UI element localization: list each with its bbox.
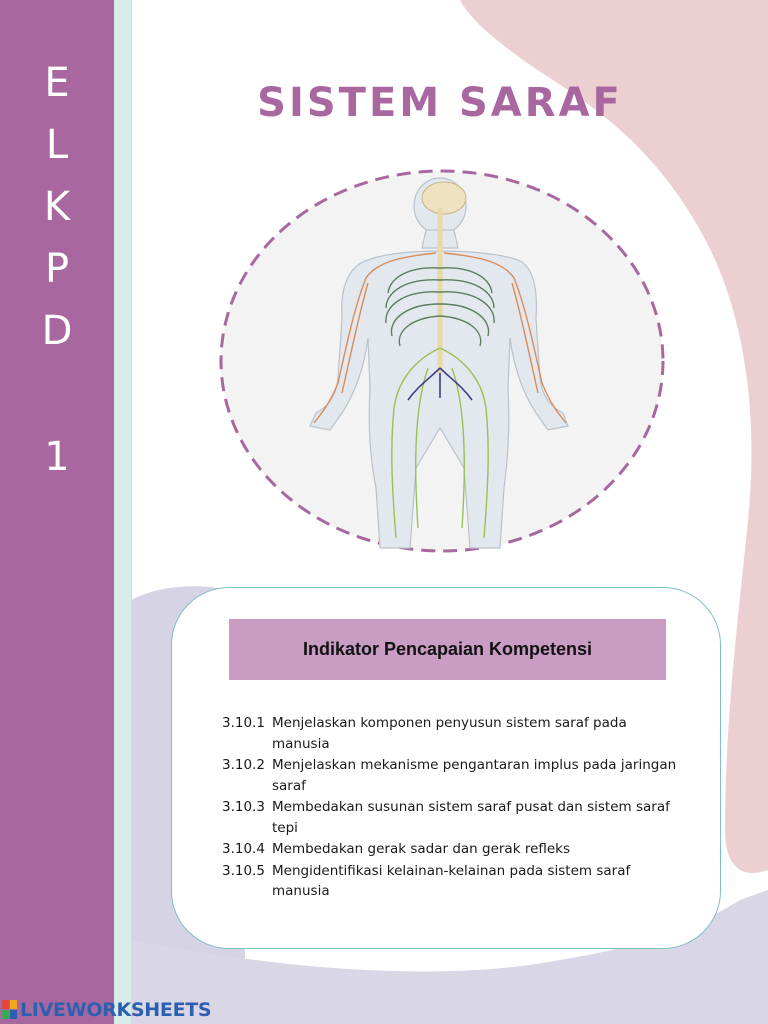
competency-card xyxy=(171,587,721,949)
indicator-text: Membedakan gerak sadar dan gerak refleks xyxy=(272,841,571,857)
card-header xyxy=(229,619,666,680)
side-letter-k: K xyxy=(43,184,71,230)
indicator-code: 3.10.4 xyxy=(222,841,265,857)
indicator-text: Mengidentifikasi kelainan-kelainan pada sistem saraf manusia xyxy=(272,862,631,899)
list-item xyxy=(222,755,682,796)
indicator-list xyxy=(222,713,682,903)
list-item xyxy=(222,797,682,838)
side-stripe xyxy=(114,0,132,1024)
side-letter-d: D xyxy=(41,308,73,354)
indicator-text: Menjelaskan mekanisme pengantaran implus pada jaringan saraf xyxy=(272,757,677,794)
card-header-title: Indikator Pencapaian Kompetensi xyxy=(302,639,593,659)
indicator-code: 3.10.2 xyxy=(222,757,265,773)
liveworksheets-logo[interactable] xyxy=(2,999,211,1021)
indicator-text: Menjelaskan komponen penyusun sistem saraf pada manusia xyxy=(272,715,627,752)
side-title xyxy=(0,52,114,488)
indicator-text: Membedakan susunan sistem saraf pusat dan sistem saraf tepi xyxy=(272,799,670,836)
indicator-code: 3.10.3 xyxy=(222,799,265,815)
side-letter-l: L xyxy=(45,122,69,168)
side-number: 1 xyxy=(44,434,70,480)
side-letter-e: E xyxy=(44,60,70,106)
page-title: SISTEM SARAF xyxy=(257,80,623,126)
human-nervous-system-illustration xyxy=(218,168,666,554)
indicator-code: 3.10.1 xyxy=(222,715,265,731)
list-item xyxy=(222,861,682,902)
indicator-code: 3.10.5 xyxy=(222,862,265,879)
list-item xyxy=(222,713,682,754)
liveworksheets-logo-icon xyxy=(2,1000,18,1020)
liveworksheets-logo-text: LIVEWORKSHEETS xyxy=(20,999,212,1021)
side-letter-p: P xyxy=(44,246,70,292)
list-item xyxy=(222,839,682,860)
